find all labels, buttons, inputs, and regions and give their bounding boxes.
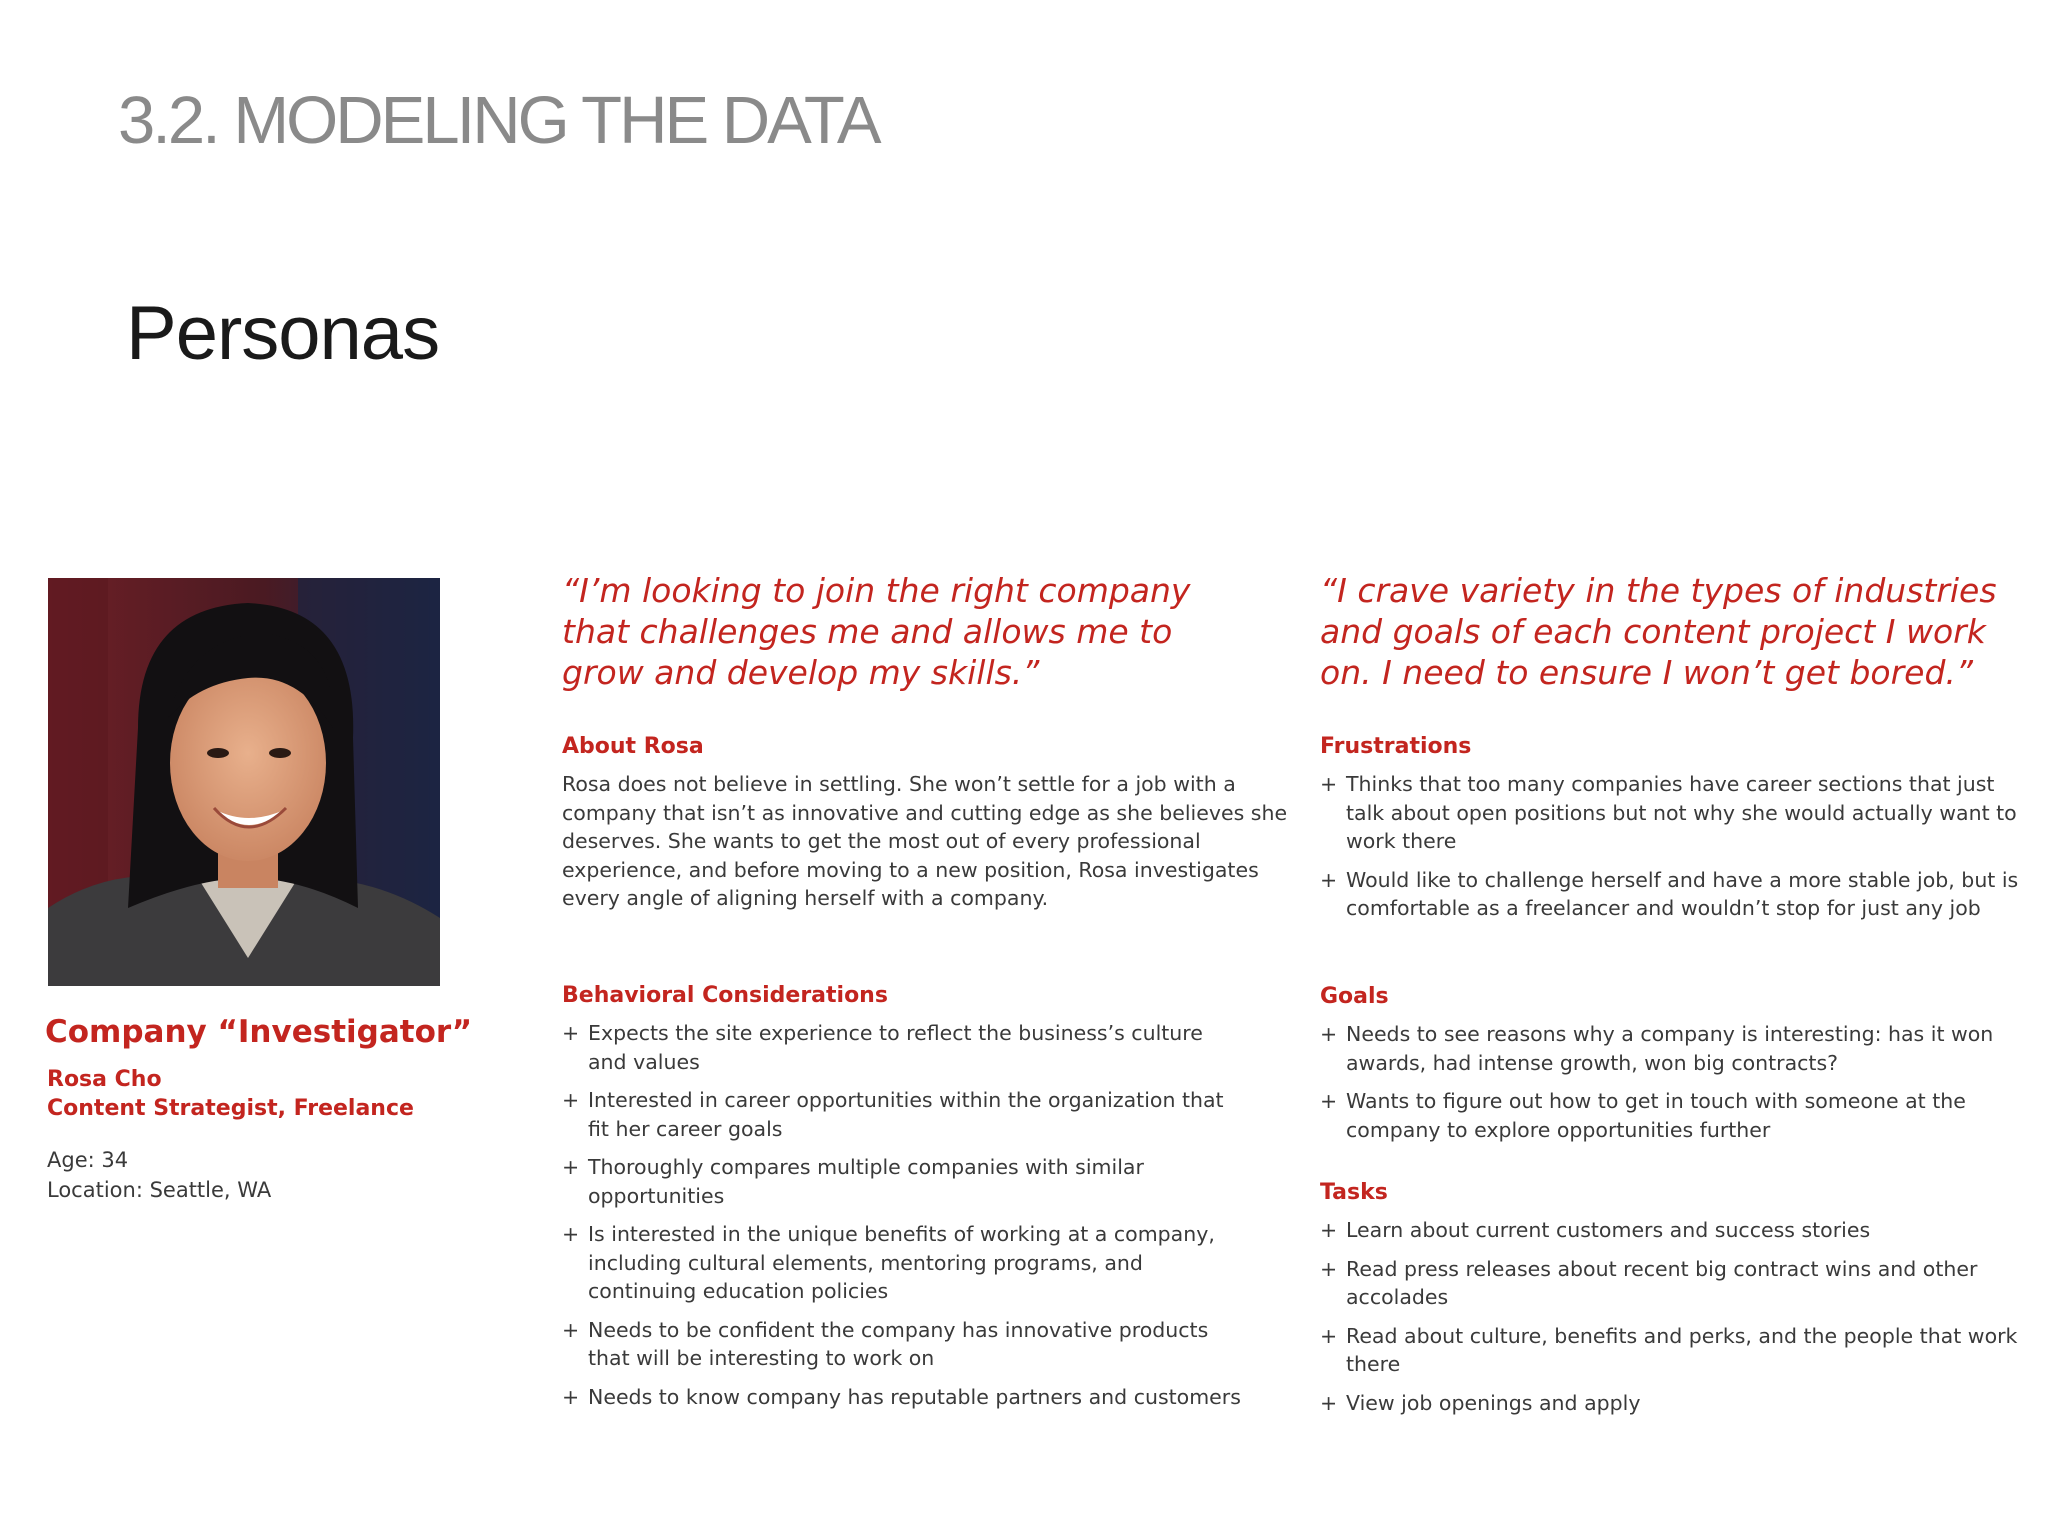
- persona-age: Age: 34: [47, 1148, 129, 1172]
- behavioral-list: [562, 1019, 1242, 1421]
- list-item-text: Wants to figure out how to get in touch with someone at the company to explore opportunities further: [1346, 1089, 1966, 1142]
- list-item: [562, 1153, 1242, 1210]
- behavioral-heading: Behavioral Considerations: [562, 983, 888, 1008]
- list-item: [562, 1019, 1242, 1076]
- list-item: [562, 1316, 1242, 1373]
- plus-icon: +: [1320, 1089, 1338, 1113]
- plus-icon: +: [562, 1384, 580, 1409]
- list-item-text: Interested in career opportunities within the organization that fit her career goals: [588, 1088, 1224, 1141]
- plus-icon: +: [562, 1222, 580, 1246]
- persona-title: Company “Investigator”: [45, 1014, 473, 1050]
- persona-role: Content Strategist, Freelance: [47, 1096, 414, 1121]
- list-item-text: Needs to know company has reputable partners and customers: [588, 1384, 1241, 1409]
- list-item: [1320, 1020, 2020, 1077]
- quote-right: “I crave variety in the types of industries and goals of each content project I work on. I need to ensure I won’t get bored.”: [1320, 571, 1997, 692]
- plus-icon: +: [1320, 1218, 1338, 1242]
- list-item-text: Thinks that too many companies have career sections that just talk about open positions but not why she would actually want to work there: [1346, 772, 2017, 853]
- list-item-text: Thoroughly compares multiple companies with similar opportunities: [588, 1155, 1144, 1208]
- list-item-text: Read about culture, benefits and perks, and the people that work there: [1346, 1323, 2018, 1376]
- plus-icon: +: [1320, 1323, 1338, 1348]
- plus-icon: +: [1320, 1390, 1338, 1415]
- list-item: [562, 1220, 1242, 1306]
- list-item-text: Expects the site experience to reflect the business’s culture and values: [588, 1021, 1203, 1074]
- frustrations-heading: Frustrations: [1320, 734, 1472, 759]
- quote-left: “I’m looking to join the right company that challenges me and allows me to grow and develop my skills.”: [562, 571, 1191, 692]
- tasks-list: [1320, 1216, 2020, 1427]
- tasks-heading: Tasks: [1320, 1180, 1388, 1205]
- persona-name: Rosa Cho: [47, 1067, 162, 1092]
- plus-icon: +: [1320, 1022, 1338, 1046]
- list-item-text: Needs to see reasons why a company is interesting: has it won awards, had intense growth, won big contracts?: [1346, 1022, 1994, 1075]
- slide-header: 3.2. MODELING THE DATA: [118, 83, 879, 158]
- plus-icon: +: [562, 1155, 580, 1179]
- list-item: [562, 1086, 1242, 1143]
- list-item: [1320, 1216, 2020, 1245]
- list-item-text: Read press releases about recent big contract wins and other accolades: [1346, 1256, 1978, 1309]
- list-item: [1320, 770, 2020, 856]
- plus-icon: +: [1320, 772, 1338, 796]
- list-item-text: Needs to be confident the company has innovative products that will be interesting to work on: [588, 1317, 1209, 1370]
- frustrations-list: [1320, 770, 2020, 933]
- persona-card: [40, 570, 2040, 1470]
- list-item: [1320, 1322, 2020, 1379]
- list-item-text: View job openings and apply: [1346, 1390, 1641, 1415]
- list-item: [1320, 866, 2020, 923]
- persona-location: Location: Seattle, WA: [47, 1178, 272, 1202]
- plus-icon: +: [562, 1021, 580, 1045]
- list-item: [1320, 1389, 2020, 1418]
- plus-icon: +: [1320, 867, 1338, 892]
- plus-icon: +: [562, 1088, 580, 1112]
- list-item: [562, 1383, 1242, 1412]
- goals-heading: Goals: [1320, 984, 1389, 1009]
- about-heading: About Rosa: [562, 734, 704, 759]
- list-item-text: Is interested in the unique benefits of working at a company, including cultural elements, mentoring programs, and continuing education policies: [588, 1222, 1215, 1303]
- about-text: Rosa does not believe in settling. She won’t settle for a job with a company that isn’t as innovative and cutting edge as she believes she deserves. She wants to get the most out of every professional experience, and before moving to a new position, Rosa investigates every angle of aligning herself with a company.: [562, 772, 1288, 910]
- plus-icon: +: [562, 1317, 580, 1342]
- list-item-text: Would like to challenge herself and have a more stable job, but is comfortable as a freelancer and wouldn’t stop for just any job: [1346, 867, 2019, 920]
- list-item: [1320, 1255, 2020, 1312]
- portrait-photo: [48, 578, 440, 986]
- list-item: [1320, 1087, 2020, 1144]
- list-item-text: Learn about current customers and success stories: [1346, 1218, 1871, 1242]
- slide-subtitle: Personas: [126, 291, 440, 376]
- plus-icon: +: [1320, 1256, 1338, 1281]
- goals-list: [1320, 1020, 2020, 1154]
